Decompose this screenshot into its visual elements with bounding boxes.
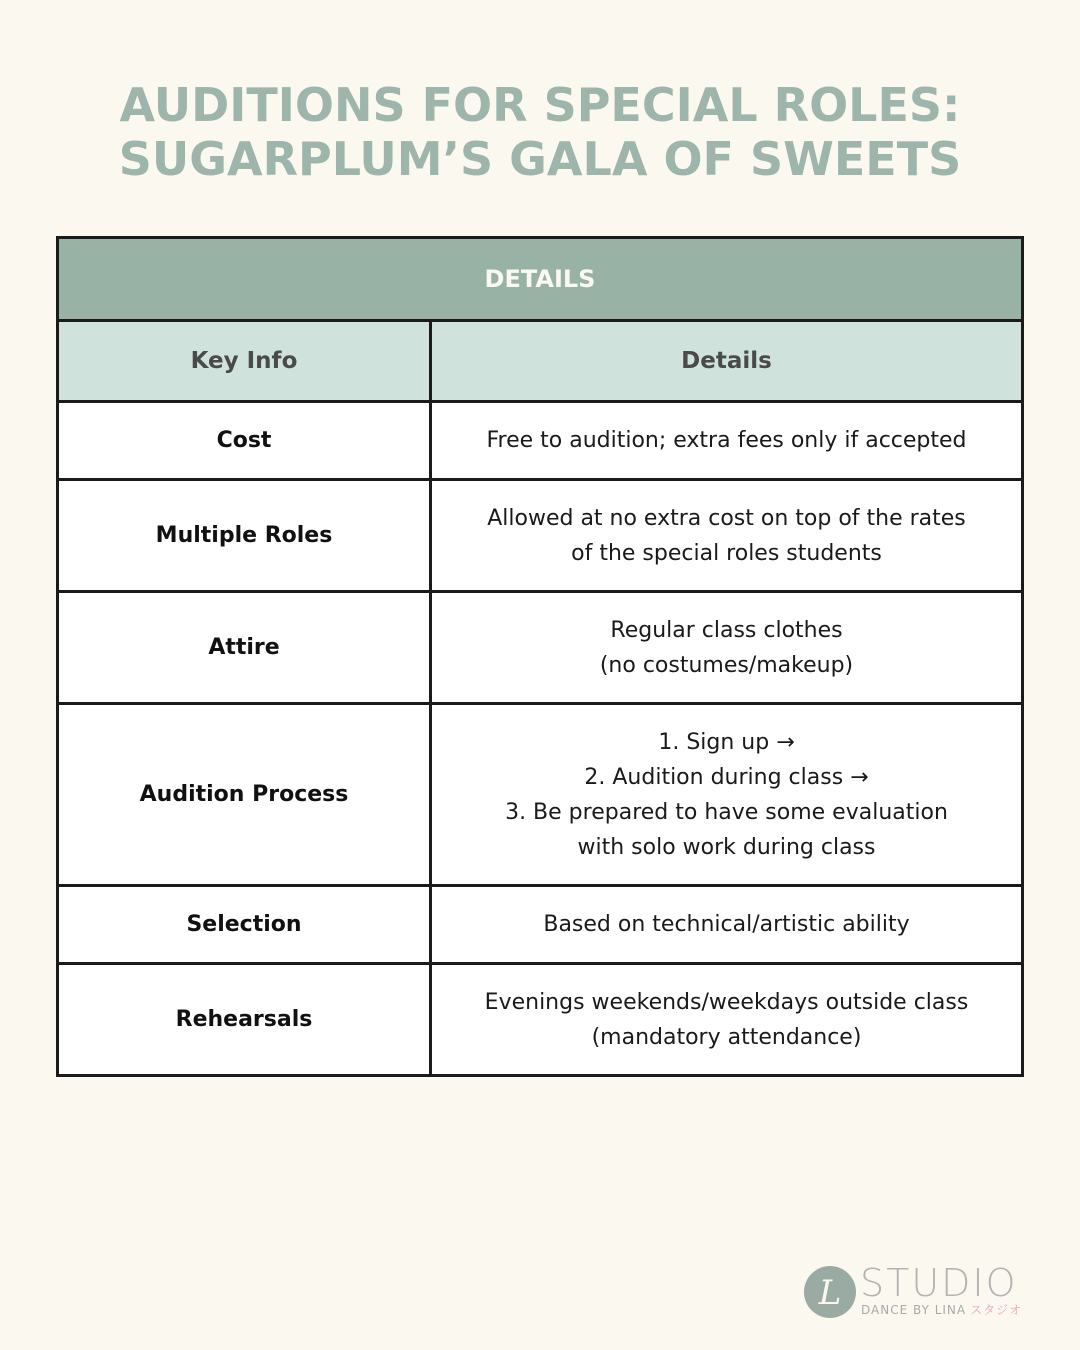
value-line: Allowed at no extra cost on top of the rates	[487, 505, 966, 531]
row-key-rehearsals: Rehearsals	[58, 964, 431, 1076]
table-header-row	[58, 321, 1023, 402]
value-line: 1. Sign up →	[658, 729, 795, 755]
value-line: of the special roles students	[571, 540, 882, 566]
table-row	[58, 480, 1023, 592]
logo-mark-icon	[802, 1264, 858, 1320]
value-line: with solo work during class	[577, 834, 876, 860]
value-line: 3. Be prepared to have some evaluation	[505, 799, 948, 825]
logo-mark-letter: L	[818, 1273, 842, 1313]
column-header-details: Details	[431, 321, 1023, 402]
logo-subtitle-text: DANCE BY LINA	[861, 1303, 967, 1317]
value-line: Free to audition; extra fees only if accepted	[486, 428, 967, 453]
table-row	[58, 402, 1023, 480]
title-line-2: SUGARPLUM’S GALA OF SWEETS	[118, 132, 962, 186]
row-value-attire	[431, 592, 1023, 704]
table-caption: DETAILS	[58, 238, 1023, 321]
row-value-selection	[431, 886, 1023, 964]
studio-logo	[800, 1262, 1040, 1322]
value-line: Based on technical/artistic ability	[543, 912, 910, 937]
value-line: Evenings weekends/weekdays outside class	[484, 989, 969, 1015]
page-title	[0, 78, 1080, 186]
row-key-audition-process: Audition Process	[58, 704, 431, 886]
row-key-multiple-roles: Multiple Roles	[58, 480, 431, 592]
row-value-audition-process	[431, 704, 1023, 886]
title-line-1: AUDITIONS FOR SPECIAL ROLES:	[119, 78, 961, 132]
table-row	[58, 592, 1023, 704]
row-value-rehearsals	[431, 964, 1023, 1076]
value-line: 2. Audition during class →	[584, 764, 869, 790]
table-row	[58, 704, 1023, 886]
logo-wordmark: STUDIO	[860, 1261, 1018, 1305]
row-value-multiple-roles	[431, 480, 1023, 592]
row-key-cost: Cost	[58, 402, 431, 480]
row-key-selection: Selection	[58, 886, 431, 964]
table-row	[58, 964, 1023, 1076]
logo-subtitle-japanese: スタジオ	[970, 1303, 1023, 1317]
logo-subtitle	[861, 1302, 1022, 1318]
row-value-cost	[431, 402, 1023, 480]
value-line: (mandatory attendance)	[591, 1024, 862, 1050]
value-line: Regular class clothes	[610, 617, 843, 643]
details-table	[56, 236, 1024, 1077]
column-header-key-info: Key Info	[58, 321, 431, 402]
row-key-attire: Attire	[58, 592, 431, 704]
table-row	[58, 886, 1023, 964]
value-line: (no costumes/makeup)	[599, 652, 854, 678]
table-caption-row	[58, 238, 1023, 321]
